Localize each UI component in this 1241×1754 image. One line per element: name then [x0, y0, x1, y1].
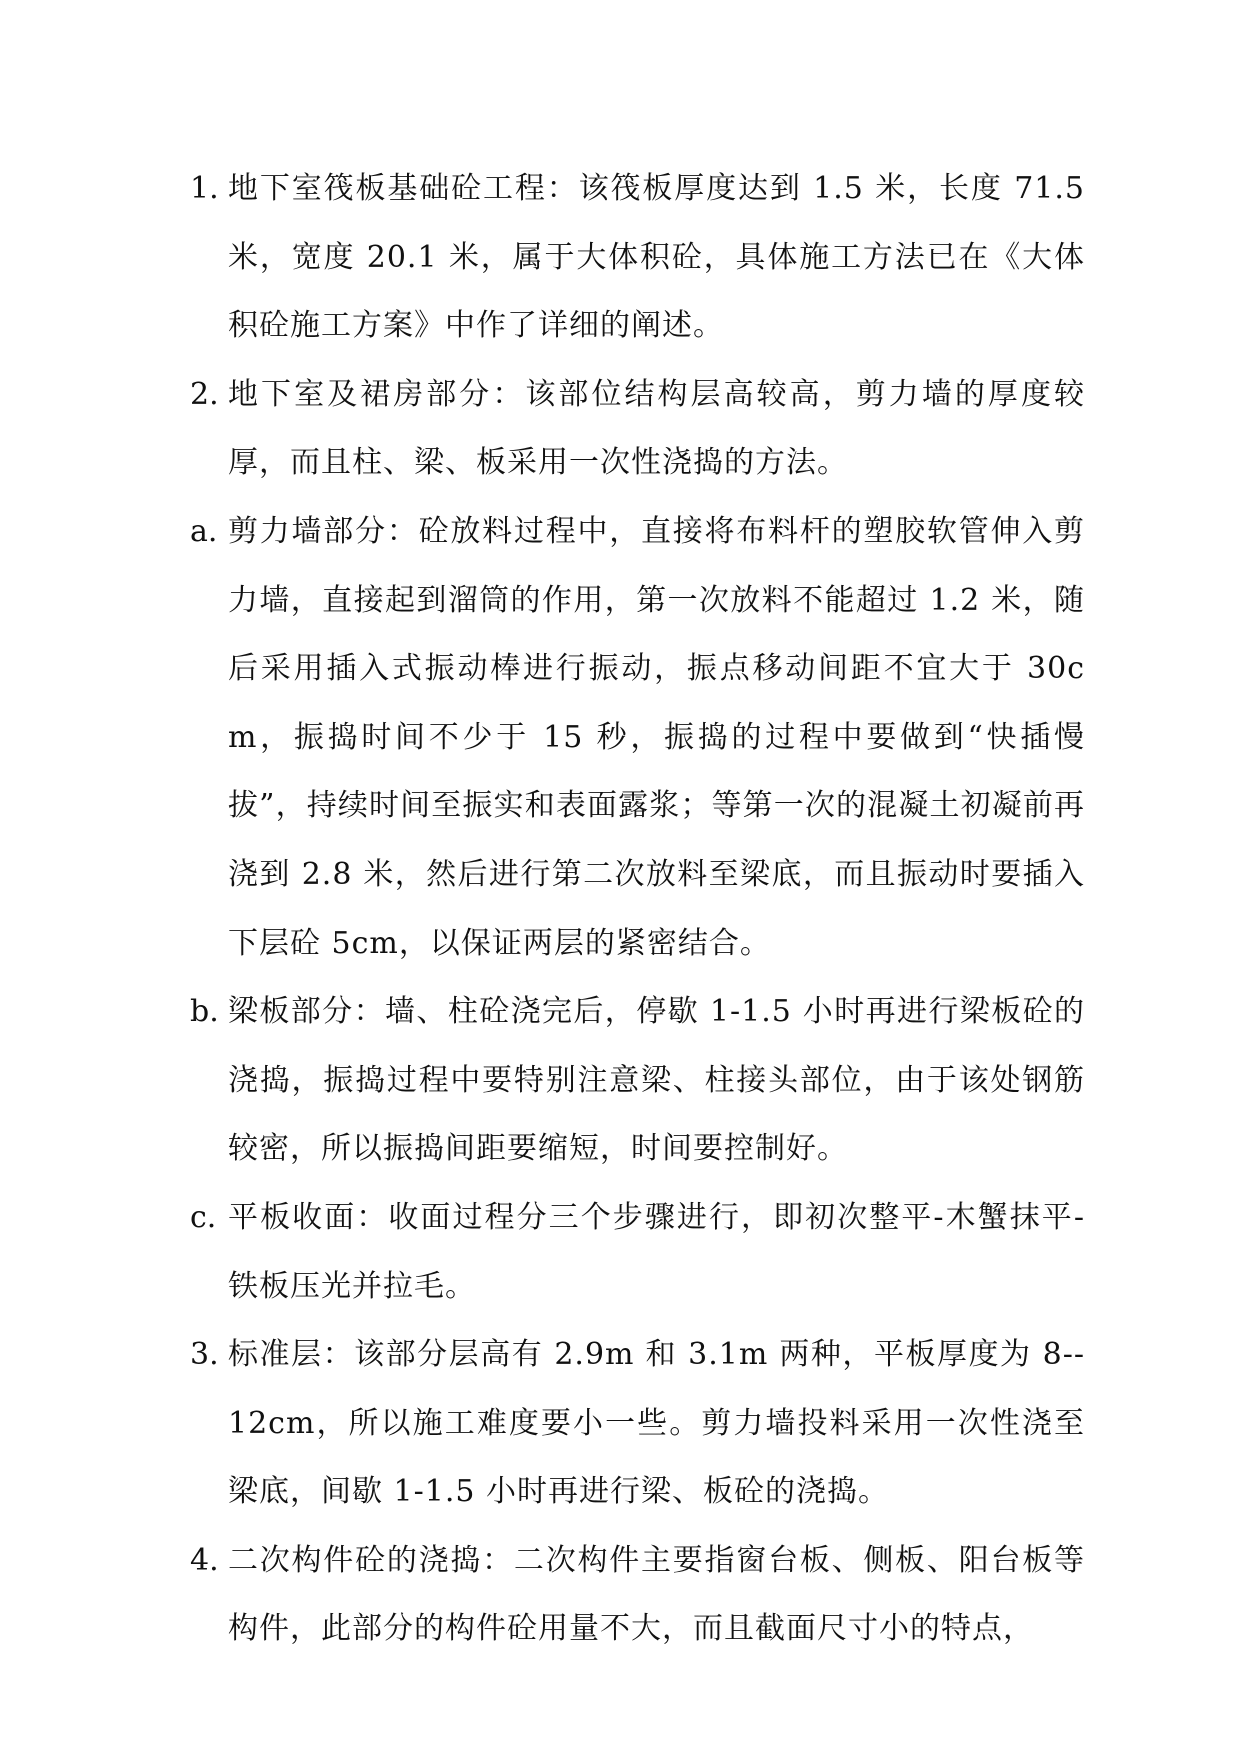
item-text: 剪力墙部分：砼放料过程中，直接将布料杆的塑胶软管伸入剪力墙，直接起到溜筒的作用，第一次放料不能超过 1.2 米，随后采用插入式振动棒进行振动，振点移动间距不宜大于 30cm，振捣时间不少于 15 秒，振捣的过程中要做到“快插慢拔”，持续时间至振实和表面露浆；等第一次的混凝土初凝前再浇到 2.8 米，然后进行第二次放料至梁底，而且振动时要插入下层砼 5cm，以保证两层的紧密结合。 — [228, 513, 1085, 961]
item-marker: 1. — [190, 171, 219, 206]
item-marker: c. — [190, 1199, 217, 1235]
list-item-a — [190, 498, 1085, 978]
list-item-3 — [190, 1321, 1085, 1527]
item-text: 地下室筏板基础砼工程：该筏板厚度达到 1.5 米，长度 71.5 米，宽度 20.1 米，属于大体积砼，具体施工方法已在《大体积砼施工方案》中作了详细的阐述。 — [228, 171, 1085, 344]
item-marker: b. — [190, 994, 219, 1030]
list-item-1 — [190, 155, 1085, 361]
item-text: 二次构件砼的浇捣：二次构件主要指窗台板、侧板、阳台板等构件，此部分的构件砼用量不大，而且截面尺寸小的特点， — [228, 1542, 1085, 1647]
list-item-2 — [190, 361, 1085, 498]
item-text: 标准层：该部分层高有 2.9m 和 3.1m 两种，平板厚度为 8--12cm，所以施工难度要小一些。剪力墙投料采用一次性浇至梁底，间歇 1-1.5 小时再进行梁、板砼的浇捣。 — [228, 1337, 1085, 1510]
item-marker: 2. — [190, 376, 219, 412]
list-item-c — [190, 1184, 1085, 1321]
item-marker: 4. — [190, 1542, 219, 1578]
item-text: 地下室及裙房部分：该部位结构层高较高，剪力墙的厚度较厚，而且柱、梁、板采用一次性浇捣的方法。 — [228, 376, 1085, 481]
item-text: 平板收面：收面过程分三个步骤进行，即初次整平-木蟹抹平-铁板压光并拉毛。 — [228, 1199, 1085, 1304]
item-marker: a. — [190, 513, 218, 549]
list-item-4 — [190, 1527, 1085, 1664]
document-body — [190, 155, 1085, 1664]
item-marker: 3. — [190, 1337, 219, 1373]
item-text: 梁板部分：墙、柱砼浇完后，停歇 1-1.5 小时再进行梁板砼的浇捣，振捣过程中要特别注意梁、柱接头部位，由于该处钢筋较密，所以振捣间距要缩短，时间要控制好。 — [228, 994, 1085, 1167]
list-item-b — [190, 978, 1085, 1184]
